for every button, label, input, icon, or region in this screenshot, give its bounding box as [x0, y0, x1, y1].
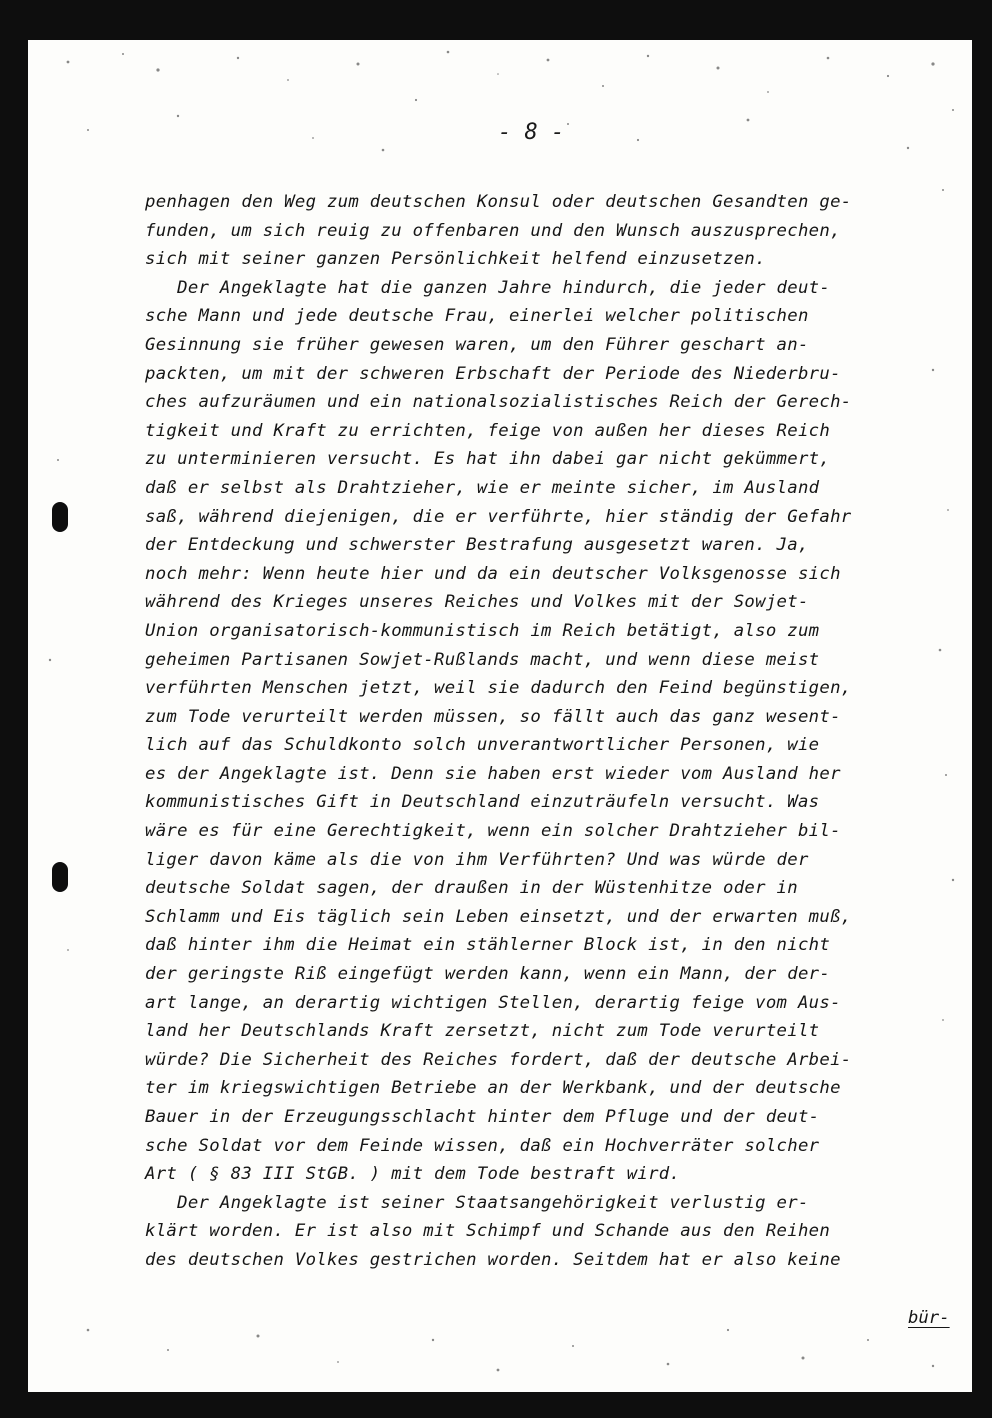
- text-line: Der Angeklagte ist seiner Staatsangehörigkeit verlustig er-: [145, 1192, 809, 1213]
- text-line: der geringste Riß eingefügt werden kann, wenn ein Mann, der der-: [145, 964, 831, 985]
- text-line: Schlamm und Eis täglich sein Leben einsetzt, und der erwarten muß,: [145, 906, 852, 927]
- text-line: sche Mann und jede deutsche Frau, einerlei welcher politischen: [145, 306, 809, 327]
- text-line: lich auf das Schuldkonto solch unverantwortlicher Personen, wie: [145, 735, 820, 756]
- text-line: land her Deutschlands Kraft zersetzt, nicht zum Tode verurteilt: [145, 1021, 820, 1042]
- text-line: verführten Menschen jetzt, weil sie dadurch den Feind begünstigen,: [145, 678, 852, 699]
- text-line: geheimen Partisanen Sowjet-Rußlands macht, und wenn diese meist: [145, 649, 820, 670]
- text-line: daß er selbst als Drahtzieher, wie er meinte sicher, im Ausland: [145, 477, 820, 498]
- text-line: Union organisatorisch-kommunistisch im Reich betätigt, also zum: [145, 620, 820, 641]
- text-line: daß hinter ihm die Heimat ein stählerner Block ist, in den nicht: [145, 935, 831, 956]
- text-line: wäre es für eine Gerechtigkeit, wenn ein solcher Drahtzieher bil-: [145, 821, 841, 842]
- document-page: [28, 40, 972, 1392]
- text-line: art lange, an derartig wichtigen Stellen, derartig feige vom Aus-: [145, 992, 841, 1013]
- text-line: noch mehr: Wenn heute hier und da ein deutscher Volksgenosse sich: [145, 563, 841, 584]
- text-line: ches aufzuräumen und ein nationalsozialistisches Reich der Gerech-: [145, 392, 852, 413]
- text-line: zum Tode verurteilt werden müssen, so fällt auch das ganz wesent-: [145, 706, 841, 727]
- text-line: der Entdeckung und schwerster Bestrafung ausgesetzt waren. Ja,: [145, 535, 809, 556]
- text-line: funden, um sich reuig zu offenbaren und den Wunsch auszusprechen,: [145, 220, 841, 241]
- page-number: - 8 -: [498, 120, 565, 145]
- text-line: deutsche Soldat sagen, der draußen in der Wüstenhitze oder in: [145, 878, 798, 899]
- text-line: sich mit seiner ganzen Persönlichkeit helfend einzusetzen.: [145, 249, 766, 270]
- text-line: klärt worden. Er ist also mit Schimpf und Schande aus den Reihen: [145, 1221, 831, 1242]
- text-line: penhagen den Weg zum deutschen Konsul oder deutschen Gesandten ge-: [145, 192, 852, 212]
- text-line: Gesinnung sie früher gewesen waren, um den Führer geschart an-: [145, 334, 809, 355]
- text-line: Der Angeklagte hat die ganzen Jahre hindurch, die jeder deut-: [145, 277, 831, 298]
- text-line: zu unterminieren versucht. Es hat ihn dabei gar nicht gekümmert,: [145, 449, 831, 470]
- text-line: Art ( § 83 III StGB. ) mit dem Tode bestraft wird.: [145, 1164, 681, 1185]
- text-line: des deutschen Volkes gestrichen worden. Seitdem hat er also keine: [145, 1249, 841, 1270]
- text-line: sche Soldat vor dem Feinde wissen, daß ein Hochverräter solcher: [145, 1135, 820, 1156]
- typescript-body: [145, 188, 965, 1275]
- punch-hole: [52, 862, 68, 892]
- text-line: liger davon käme als die von ihm Verführten? Und was würde der: [145, 849, 809, 870]
- catchword: bür-: [908, 1308, 950, 1328]
- text-line: es der Angeklagte ist. Denn sie haben erst wieder vom Ausland her: [145, 763, 841, 784]
- punch-hole: [52, 502, 68, 532]
- text-line: saß, während diejenigen, die er verführte, hier ständig der Gefahr: [145, 506, 852, 527]
- text-line: kommunistisches Gift in Deutschland einzuträufeln versucht. Was: [145, 792, 820, 813]
- text-line: würde? Die Sicherheit des Reiches fordert, daß der deutsche Arbei-: [145, 1049, 852, 1070]
- text-line: tigkeit und Kraft zu errichten, feige von außen her dieses Reich: [145, 420, 831, 441]
- text-line: Bauer in der Erzeugungsschlacht hinter dem Pfluge und der deut-: [145, 1107, 820, 1127]
- text-line: ter im kriegswichtigen Betriebe an der Werkbank, und der deutsche: [145, 1078, 841, 1099]
- text-line: während des Krieges unseres Reiches und Volkes mit der Sowjet-: [145, 592, 809, 613]
- text-line: packten, um mit der schweren Erbschaft der Periode des Niederbru-: [145, 363, 841, 384]
